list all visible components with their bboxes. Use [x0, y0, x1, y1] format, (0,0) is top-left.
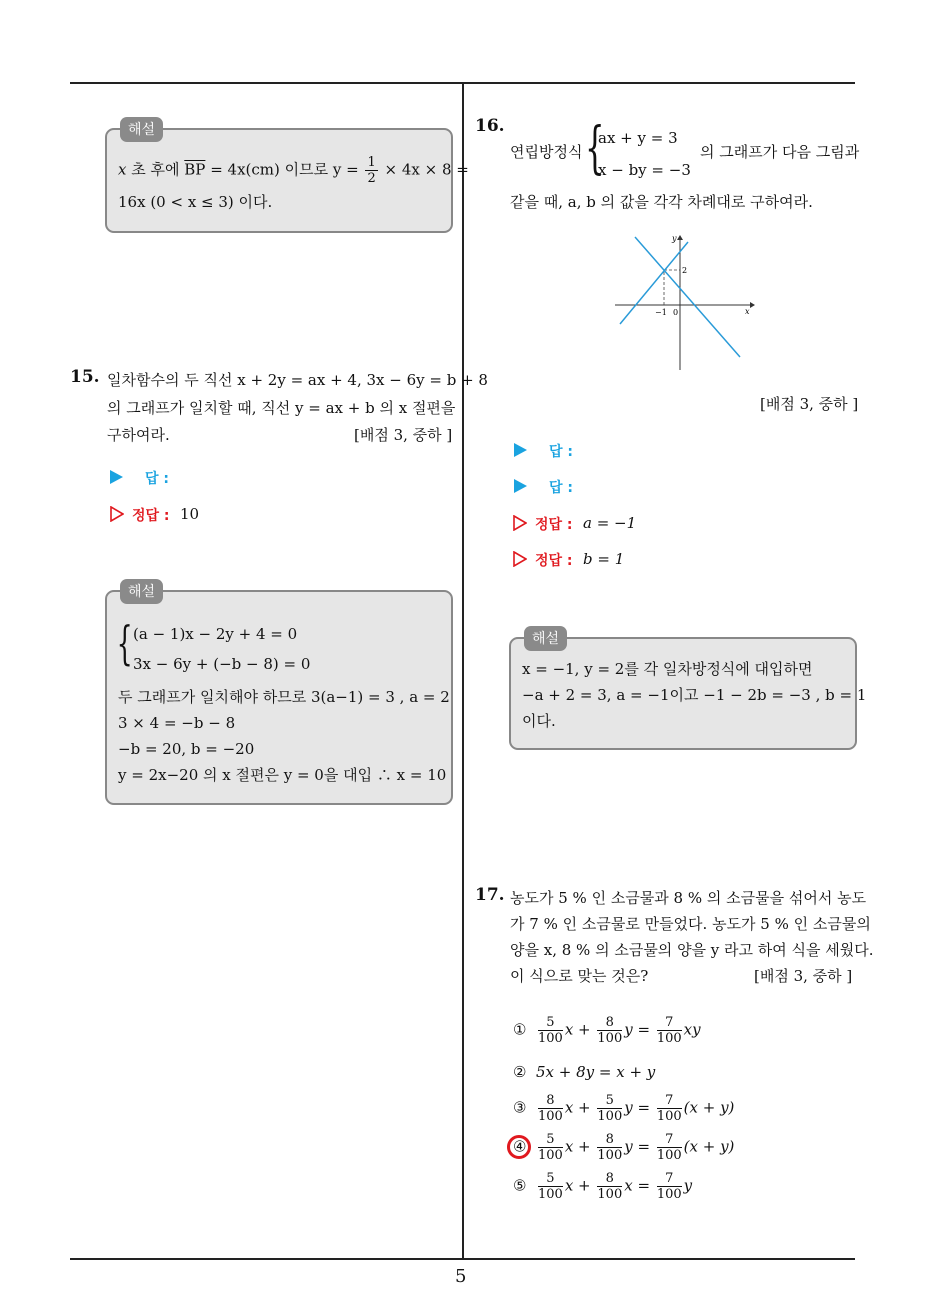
solution-15-system-eq2: 3x − 6y + (−b − 8) = 0	[133, 655, 311, 673]
option-3[interactable]: ③ $\frac{8}{100}$ x + $\frac{5}{100}$ y = $\frac{7}{100}$ (x + y)	[513, 1093, 735, 1124]
correct-answer-arrow-icon	[513, 515, 527, 535]
solution-tag: 해설	[524, 626, 567, 651]
question-15-points: [배점 3, 중하 ]	[354, 426, 453, 444]
solution-16-line2: −a + 2 = 3, a = −1이고 −1 − 2b = −3 , b = 1	[522, 686, 867, 704]
option-4[interactable]: ④ $\frac{5}{100}$ x + $\frac{8}{100}$ y = $\frac{7}{100}$ (x + y)	[513, 1132, 735, 1163]
question-17-line1: 농도가 5 % 인 소금물과 8 % 의 소금물을 섞어서 농도	[510, 889, 867, 907]
graph-y-label: y	[672, 234, 677, 243]
solution-15-line3: −b = 20, b = −20	[118, 740, 255, 758]
question-16-line2: 같을 때, a, b 의 값을 각각 차례대로 구하여라.	[510, 193, 813, 211]
solution-14-line1: x 초 후에 $\overline{BP} = 4x(cm)$ 이므로 y = $\frac{1}{2}$ × 4x × 8 =	[118, 155, 469, 186]
question-16-pre: 연립방정식	[510, 143, 583, 161]
solution-14-line2: 16x (0 < x ≤ 3) 이다.	[118, 193, 273, 211]
bottom-rule	[70, 1258, 855, 1260]
graph-line-2	[635, 237, 740, 357]
question-17-line2: 가 7 % 인 소금물로 만들었다. 농도가 5 % 인 소금물의	[510, 915, 871, 933]
graph-tick-y: 2	[682, 266, 688, 275]
page-number: 5	[455, 1266, 467, 1287]
correct-answer-label: 정답 :	[132, 508, 170, 524]
question-17-line4: 이 식으로 맞는 것은?	[510, 967, 649, 985]
graph-origin: 0	[673, 308, 679, 317]
solution-15-line1: 두 그래프가 일치해야 하므로 3(a−1) = 3 , a = 2	[118, 688, 450, 706]
solution-16-line3: 이다.	[522, 712, 556, 730]
question-16-eq1: ax + y = 3	[598, 129, 678, 147]
answer-label: 답 :	[549, 480, 573, 496]
solution-tag: 해설	[120, 579, 163, 604]
correct-answer-value: b = 1	[583, 550, 625, 568]
correct-answer-value: a = −1	[583, 514, 637, 532]
correct-answer-label: 정답 :	[535, 517, 573, 533]
correct-answer-value: 10	[180, 505, 200, 523]
question-16-post: 의 그래프가 다음 그림과	[700, 143, 860, 161]
answer-label: 답 :	[549, 444, 573, 460]
answer-arrow-icon	[514, 443, 527, 457]
question-16-number: 16.	[475, 116, 505, 136]
question-17-number: 17.	[475, 885, 505, 905]
solution-15-line4: y = 2x−20 의 x 절편은 y = 0을 대입 ∴ x = 10	[118, 766, 447, 784]
answer-arrow-icon	[514, 479, 527, 493]
system-brace: {	[585, 116, 605, 181]
question-15-line2: 의 그래프가 일치할 때, 직선 y = ax + b 의 x 절편을	[107, 399, 456, 417]
graph-tick-x: −1	[655, 308, 667, 317]
question-15-line1: 일차함수의 두 직선 x + 2y = ax + 4, 3x − 6y = b + 8	[107, 371, 488, 389]
option-5[interactable]: ⑤ $\frac{5}{100}$ x + $\frac{8}{100}$ x = $\frac{7}{100}$ y	[513, 1171, 693, 1202]
answer-label: 답 :	[145, 471, 169, 487]
option-2[interactable]: ② 5x + 8y = x + y	[513, 1063, 656, 1081]
answer-arrow-icon	[110, 470, 123, 484]
question-17-points: [배점 3, 중하 ]	[754, 967, 853, 985]
system-brace: {	[116, 616, 133, 670]
solution-16-line1: x = −1, y = 2를 각 일차방정식에 대입하면	[522, 660, 813, 678]
correct-answer-label: 정답 :	[535, 553, 573, 569]
graph-x-label: x	[745, 307, 750, 316]
correct-answer-arrow-icon	[513, 551, 527, 571]
question-15-line3: 구하여라.	[107, 426, 170, 444]
question-16-eq2: x − by = −3	[598, 161, 691, 179]
question-15-number: 15.	[70, 367, 100, 387]
column-divider	[462, 84, 464, 1258]
option-1[interactable]: ① $\frac{5}{100}$ x + $\frac{8}{100}$ y = $\frac{7}{100}$ xy	[513, 1015, 701, 1046]
question-16-points: [배점 3, 중하 ]	[760, 395, 859, 413]
solution-15-system-eq1: (a − 1)x − 2y + 4 = 0	[133, 625, 298, 643]
solution-15-line2: 3 × 4 = −b − 8	[118, 714, 236, 732]
system-graph	[610, 232, 755, 372]
correct-answer-arrow-icon	[110, 506, 121, 520]
question-17-line3: 양을 x, 8 % 의 소금물의 양을 y 라고 하여 식을 세웠다.	[510, 941, 874, 959]
solution-tag: 해설	[120, 117, 163, 142]
